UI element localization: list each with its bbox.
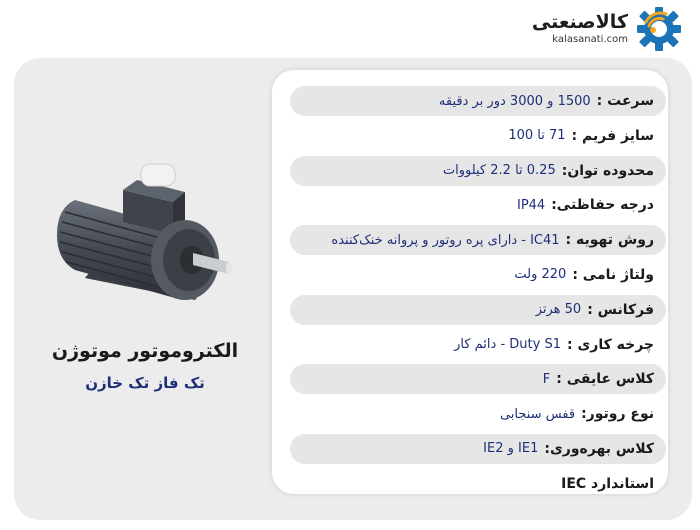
spec-value: 1500 و 3000 دور بر دقیقه	[438, 93, 591, 109]
spec-row-voltage	[290, 260, 666, 290]
spec-value: 50 هرتز	[535, 302, 582, 318]
spec-label: سرعت :	[596, 93, 654, 109]
spec-row-efficiency	[290, 434, 666, 464]
spec-label: ولتاژ نامی :	[572, 266, 654, 283]
spec-row-insulation	[290, 364, 666, 394]
spec-row-standard	[290, 469, 666, 499]
spec-row-frame-size	[290, 121, 666, 151]
brand-url[interactable]: kalasanati.com	[552, 34, 628, 45]
spec-value: 71 تا 100	[508, 128, 566, 144]
spec-value: IE1 و IE2	[483, 441, 539, 457]
spec-label: محدوده توان:	[561, 162, 654, 179]
spec-row-duty-cycle	[290, 330, 666, 360]
spec-label: استاندارد IEC	[561, 475, 654, 492]
spec-label: درجه حفاظتی:	[551, 197, 654, 214]
spec-value: F	[542, 371, 551, 387]
spec-label: سایز فریم :	[571, 127, 654, 144]
product-title: الکتروموتور موتوژن	[51, 340, 239, 362]
spec-value: 0.25 تا 2.2 کیلووات	[442, 163, 556, 179]
spec-label: نوع روتور:	[581, 406, 654, 423]
electric-motor-icon	[45, 150, 235, 320]
spec-label: کلاس بهره‌وری:	[544, 440, 654, 457]
spec-list	[290, 86, 666, 504]
spec-label: روش تهویه :	[565, 232, 654, 249]
product-subtitle: تک فاز تک خازن	[85, 374, 205, 392]
brand-name: کالاصنعتی	[531, 11, 628, 33]
spec-value: قفس سنجابی	[499, 406, 576, 422]
spec-row-speed	[290, 86, 666, 116]
spec-row-protection	[290, 190, 666, 220]
spec-row-cooling	[290, 225, 666, 255]
spec-value: IP44	[516, 197, 546, 213]
spec-row-frequency	[290, 295, 666, 325]
spec-row-power-range	[290, 156, 666, 186]
spec-value: IC41 - دارای پره روتور و پروانه خنک‌کننده	[331, 232, 560, 248]
spec-label: کلاس عایقی :	[556, 371, 654, 388]
brand-logo[interactable]	[502, 6, 682, 54]
spec-value: 220 ولت	[514, 267, 567, 283]
spec-label: فرکانس :	[587, 301, 654, 318]
gear-wifi-logo-icon	[636, 6, 682, 52]
spec-value: Duty S1 - دائم کار	[454, 337, 561, 353]
spec-label: چرخه کاری :	[566, 336, 654, 353]
spec-row-rotor-type	[290, 399, 666, 429]
